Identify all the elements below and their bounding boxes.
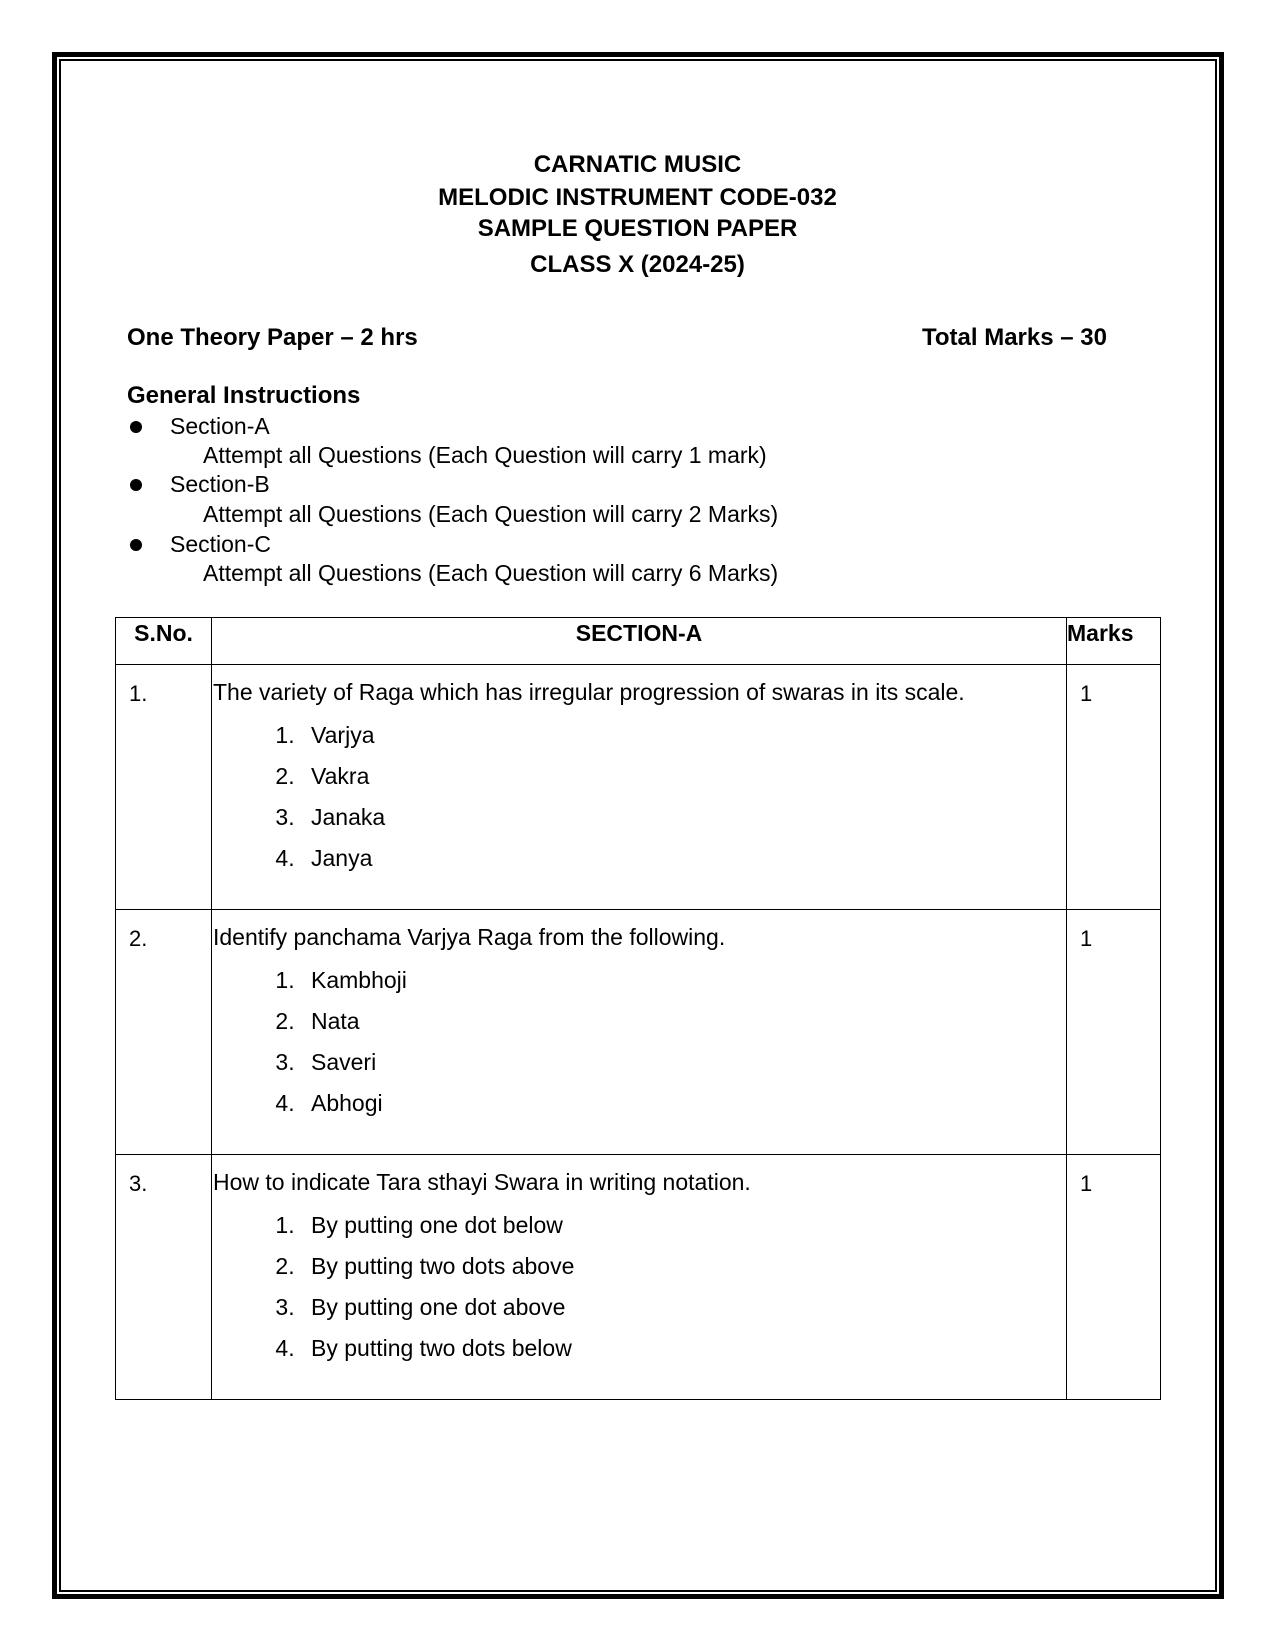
option-item: 4. Janya: [301, 838, 1066, 879]
question-number: 3.: [116, 1155, 212, 1400]
instrument-code: MELODIC INSTRUMENT CODE-032: [438, 184, 837, 211]
question-number: 1.: [116, 665, 212, 910]
subject-title: CARNATIC MUSIC: [533, 151, 742, 178]
general-instructions-title: General Instructions: [127, 382, 361, 409]
option-list: [213, 960, 1066, 1124]
option-item: 4. Abhogi: [301, 1083, 1066, 1124]
question-text: How to indicate Tara sthayi Swara in writing notation.: [213, 1169, 751, 1195]
option-item: 3. By putting one dot above: [301, 1287, 1066, 1328]
instruction-text: Attempt all Questions (Each Question will carry 2 Marks): [203, 501, 779, 527]
option-item: 3. Janaka: [301, 797, 1066, 838]
option-item: 1. Kambhoji: [301, 960, 1066, 1001]
section-label: Section-B: [170, 471, 270, 497]
option-item: 2. Nata: [301, 1001, 1066, 1042]
class-year: CLASS X (2024-25): [530, 251, 745, 278]
question-marks: 1: [1067, 1155, 1161, 1400]
option-item: 1. By putting one dot below: [301, 1205, 1066, 1246]
option-item: 1. Varjya: [301, 715, 1066, 756]
header-sno: S.No.: [116, 618, 212, 665]
question-cell: [212, 910, 1067, 1155]
instruction-text: Attempt all Questions (Each Question will carry 1 mark): [203, 442, 767, 468]
question-cell: [212, 665, 1067, 910]
bullet-icon: [130, 539, 142, 551]
table-row: [116, 665, 1161, 910]
option-list: [213, 715, 1066, 879]
option-item: 4. By putting two dots below: [301, 1328, 1066, 1369]
bullet-icon: [130, 479, 142, 491]
option-item: 2. By putting two dots above: [301, 1246, 1066, 1287]
table-header-row: [116, 618, 1161, 665]
instruction-text: Attempt all Questions (Each Question will carry 6 Marks): [203, 560, 779, 586]
section-label: Section-A: [170, 413, 270, 439]
option-list: [213, 1205, 1066, 1369]
question-marks: 1: [1067, 910, 1161, 1155]
option-item: 3. Saveri: [301, 1042, 1066, 1083]
option-item: 2. Vakra: [301, 756, 1066, 797]
header-marks: Marks: [1067, 618, 1161, 665]
question-text: Identify panchama Varjya Raga from the following.: [213, 924, 726, 950]
total-marks: Total Marks – 30: [922, 324, 1107, 351]
table-row: [116, 910, 1161, 1155]
bullet-icon: [130, 421, 142, 433]
question-text: The variety of Raga which has irregular progression of swaras in its scale.: [213, 679, 965, 705]
question-cell: [212, 1155, 1067, 1400]
section-label: Section-C: [170, 531, 271, 557]
question-number: 2.: [116, 910, 212, 1155]
table-row: [116, 1155, 1161, 1400]
paper-duration: One Theory Paper – 2 hrs: [127, 324, 418, 351]
section-a-table: [115, 617, 1161, 1400]
paper-type: SAMPLE QUESTION PAPER: [477, 215, 798, 242]
question-marks: 1: [1067, 665, 1161, 910]
header-section: SECTION-A: [212, 618, 1067, 665]
